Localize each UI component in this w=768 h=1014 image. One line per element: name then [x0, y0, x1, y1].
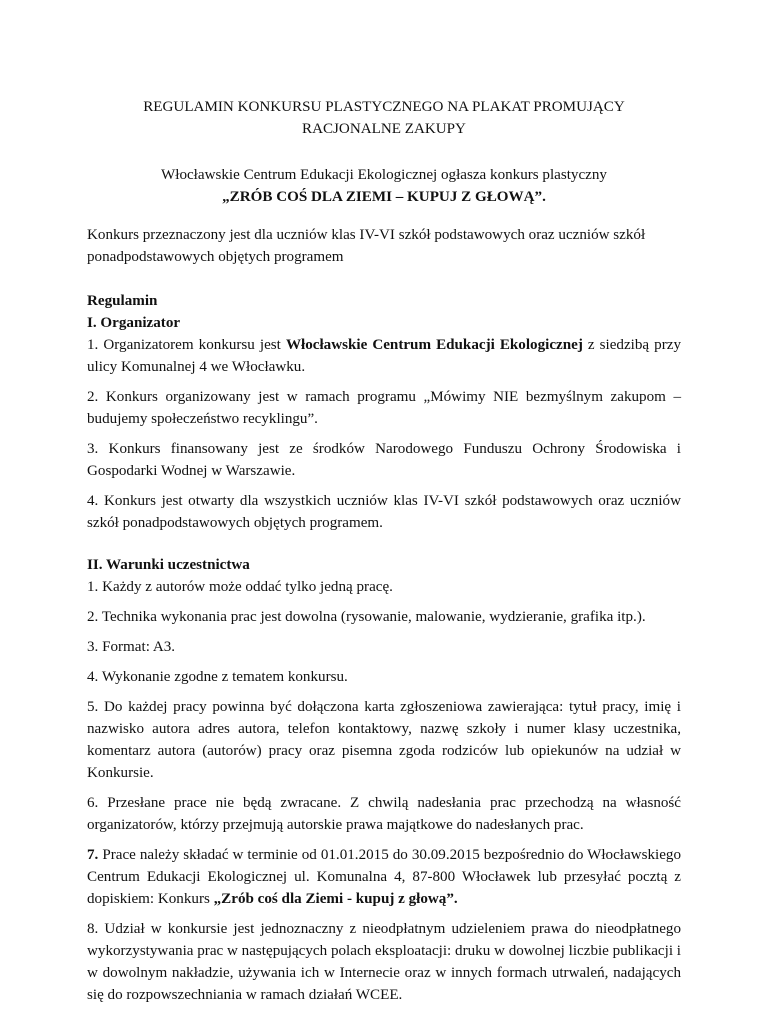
title-line-1: REGULAMIN KONKURSU PLASTYCZNEGO NA PLAKAT PROMUJĄCY [143, 99, 625, 115]
regulamin-heading: Regulamin [87, 293, 158, 309]
paragraph: 2. Konkurs organizowany jest w ramach programu „Mówimy NIE bezmyślnym zakupom – budujemy społeczeństwo recyklingu”. [87, 389, 681, 427]
item-number: 7. [87, 847, 99, 863]
paragraph: 5. Do każdej pracy powinna być dołączona karta zgłoszeniowa zawierająca: tytuł pracy, imię i nazwisko autora adres autora, telefon kontaktowy, nazwę szkoły i numer klasy uczestnika, komentarz autora (autorów) pracy oraz pisemna zgoda rodziców lub opiekunów na udział w Konkursie. [87, 699, 681, 781]
paragraph-text: z siedzibą przy ulicy Komunalnej 4 we Włocławku. [87, 337, 681, 375]
section-organizer [87, 312, 681, 534]
paragraph: 2. Technika wykonania prac jest dowolna (rysowanie, malowanie, wydzieranie, grafika itp.). [87, 609, 646, 625]
contest-slogan: „ZRÓB COŚ DLA ZIEMI – KUPUJ Z GŁOWĄ”. [222, 189, 546, 205]
document-title [87, 96, 681, 140]
organizer-name: Włocławskie Centrum Edukacji Ekologicznej [285, 337, 583, 353]
paragraph: 3. Konkurs finansowany jest ze środków Narodowego Funduszu Ochrony Środowiska i Gospodarki Wodnej w Warszawie. [87, 441, 681, 479]
paragraph-text: 1. Organizatorem konkursu jest [87, 337, 286, 353]
paragraph: 6. Przesłane prace nie będą zwracane. Z chwilą nadesłania prac przechodzą na własność organizatorów, którzy przejmują autorskie prawa majątkowe do nadesłanych prac. [87, 795, 681, 833]
section-conditions [87, 554, 681, 1006]
paragraph: 4. Konkurs jest otwarty dla wszystkich uczniów klas IV-VI szkół podstawowych oraz uczniów szkół ponadpodstawowych objętych programem. [87, 493, 681, 531]
document-page [87, 96, 681, 1014]
paragraph [87, 844, 681, 910]
paragraph-text: Prace należy składać w terminie od 01.01.2015 do 30.09.2015 bezpośrednio do Włocławskiego Centrum Edukacji Ekologicznej ul. Komunalna 4, 87-800 Włocławek lub przesyłać pocztą z dopiskiem: Konkurs [87, 847, 681, 907]
section-heading: I. Organizator [87, 315, 181, 331]
paragraph: 3. Format: A3. [87, 639, 176, 655]
contest-name: „Zrób coś dla Ziemi - kupuj z głową”. [213, 891, 458, 907]
section-heading: II. Warunki uczestnictwa [87, 557, 250, 573]
paragraph: 8. Udział w konkursie jest jednoznaczny z nieodpłatnym udzieleniem prawa do nieodpłatnego wykorzystywania prac w następujących polach eksploatacji: druku w dowolnej liczbie publikacji i w dowolnym nakładzie, używania ich w Internecie oraz w innych formach utrwaleń, nadających się do rozpowszechniania w ramach działań WCEE. [87, 921, 681, 1003]
announcement-text: Włocławskie Centrum Edukacji Ekologicznej ogłasza konkurs plastyczny [161, 167, 607, 183]
paragraph [87, 334, 681, 378]
paragraph: 1. Każdy z autorów może oddać tylko jedną pracę. [87, 579, 393, 595]
paragraph: 4. Wykonanie zgodne z tematem konkursu. [87, 669, 348, 685]
intro-text: Konkurs przeznaczony jest dla uczniów klas IV-VI szkół podstawowych oraz uczniów szkół ponadpodstawowych objętych programem [87, 227, 646, 265]
intro [87, 224, 681, 268]
announcement [87, 164, 681, 208]
title-line-2: RACJONALNE ZAKUPY [302, 121, 466, 137]
